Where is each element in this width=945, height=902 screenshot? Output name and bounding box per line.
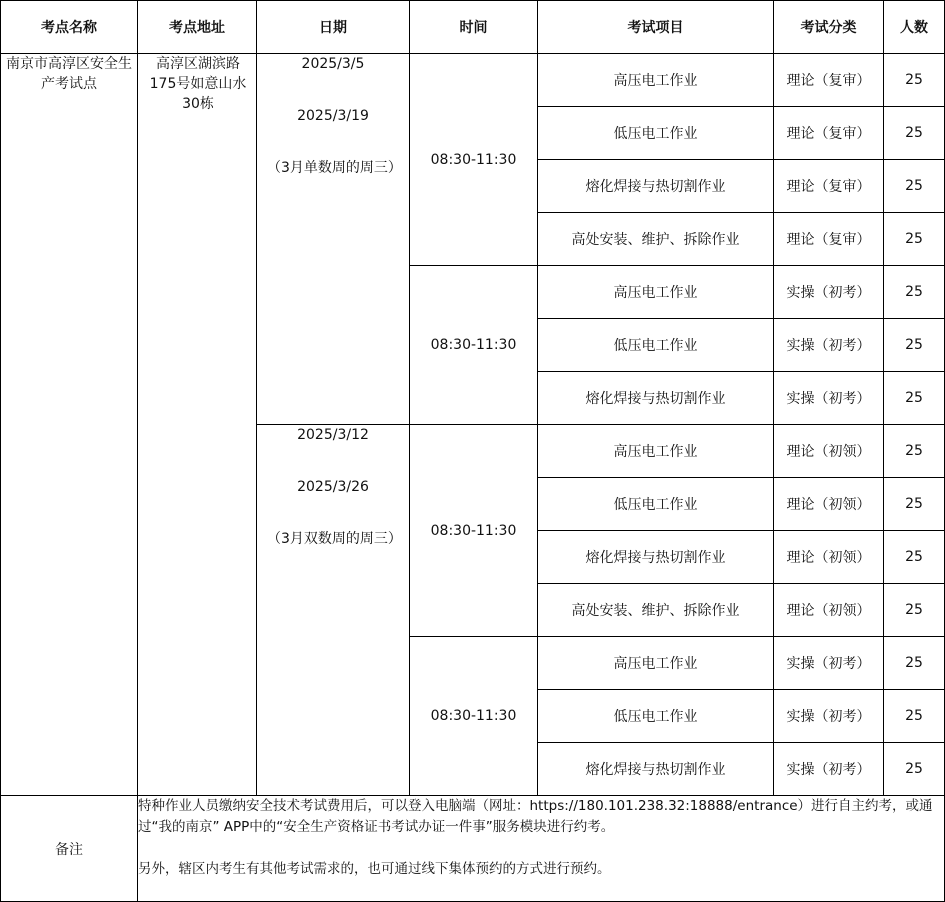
exam-category-cell: 理论（复审） <box>774 107 884 160</box>
time-cell: 08:30-11:30 <box>410 425 538 637</box>
date-cell-group-2 <box>257 425 410 796</box>
count-cell: 25 <box>884 478 945 531</box>
count-cell: 25 <box>884 690 945 743</box>
exam-item-cell: 高压电工作业 <box>538 425 774 478</box>
header-site-address: 考点地址 <box>138 1 257 54</box>
date-period-note: （3月单数周的周三） <box>267 160 402 176</box>
exam-item-cell: 熔化焊接与热切割作业 <box>538 160 774 213</box>
exam-item-cell: 高压电工作业 <box>538 54 774 107</box>
count-cell: 25 <box>884 266 945 319</box>
date-period-note: （3月双数周的周三） <box>267 531 402 547</box>
count-cell: 25 <box>884 213 945 266</box>
count-cell: 25 <box>884 743 945 796</box>
header-exam-category: 考试分类 <box>774 1 884 54</box>
header-count: 人数 <box>884 1 945 54</box>
time-cell: 08:30-11:30 <box>410 266 538 425</box>
exam-item-cell: 低压电工作业 <box>538 690 774 743</box>
exam-category-cell: 理论（初领） <box>774 531 884 584</box>
exam-category-cell: 实操（初考） <box>774 266 884 319</box>
date-value: 2025/3/12 <box>297 427 369 443</box>
exam-category-cell: 实操（初考） <box>774 743 884 796</box>
count-cell: 25 <box>884 160 945 213</box>
count-cell: 25 <box>884 531 945 584</box>
exam-item-cell: 高处安装、维护、拆除作业 <box>538 213 774 266</box>
date-value: 2025/3/5 <box>301 56 365 72</box>
site-name-cell: 南京市高淳区安全生产考试点 <box>1 54 138 796</box>
note-content <box>138 796 945 902</box>
header-exam-item: 考试项目 <box>538 1 774 54</box>
time-cell: 08:30-11:30 <box>410 54 538 266</box>
exam-item-cell: 熔化焊接与热切割作业 <box>538 743 774 796</box>
count-cell: 25 <box>884 319 945 372</box>
exam-item-cell: 熔化焊接与热切割作业 <box>538 372 774 425</box>
count-cell: 25 <box>884 584 945 637</box>
header-time: 时间 <box>410 1 538 54</box>
exam-item-cell: 高压电工作业 <box>538 637 774 690</box>
date-value: 2025/3/26 <box>297 479 369 495</box>
note-label: 备注 <box>1 796 138 902</box>
count-cell: 25 <box>884 425 945 478</box>
site-address-cell: 高淳区湖滨路175号如意山水30栋 <box>138 54 257 796</box>
date-cell-group-1 <box>257 54 410 425</box>
count-cell: 25 <box>884 107 945 160</box>
exam-category-cell: 实操（初考） <box>774 319 884 372</box>
header-site-name: 考点名称 <box>1 1 138 54</box>
count-cell: 25 <box>884 54 945 107</box>
note-paragraph: 特种作业人员缴纳安全技术考试费用后，可以登入电脑端（网址：https://180.101.238.32:18888/entrance）进行自主约考，或通过“我的南京” APP中的“安全生产资格证书考试办证一件事”服务模块进行约考。 <box>138 798 933 835</box>
exam-category-cell: 理论（初领） <box>774 584 884 637</box>
exam-category-cell: 实操（初考） <box>774 690 884 743</box>
header-date: 日期 <box>257 1 410 54</box>
exam-category-cell: 理论（复审） <box>774 54 884 107</box>
note-paragraph: 另外，辖区内考生有其他考试需求的，也可通过线下集体预约的方式进行预约。 <box>138 861 611 877</box>
exam-category-cell: 理论（复审） <box>774 160 884 213</box>
exam-item-cell: 低压电工作业 <box>538 107 774 160</box>
header-row <box>1 1 945 54</box>
count-cell: 25 <box>884 637 945 690</box>
date-value: 2025/3/19 <box>297 108 369 124</box>
exam-category-cell: 理论（初领） <box>774 425 884 478</box>
exam-item-cell: 低压电工作业 <box>538 478 774 531</box>
exam-category-cell: 实操（初考） <box>774 637 884 690</box>
count-cell: 25 <box>884 372 945 425</box>
exam-item-cell: 低压电工作业 <box>538 319 774 372</box>
exam-category-cell: 理论（初领） <box>774 478 884 531</box>
time-cell: 08:30-11:30 <box>410 637 538 796</box>
exam-category-cell: 实操（初考） <box>774 372 884 425</box>
exam-category-cell: 理论（复审） <box>774 213 884 266</box>
exam-item-cell: 高压电工作业 <box>538 266 774 319</box>
exam-item-cell: 熔化焊接与热切割作业 <box>538 531 774 584</box>
note-row <box>1 796 945 902</box>
exam-item-cell: 高处安装、维护、拆除作业 <box>538 584 774 637</box>
table-row <box>1 54 945 107</box>
